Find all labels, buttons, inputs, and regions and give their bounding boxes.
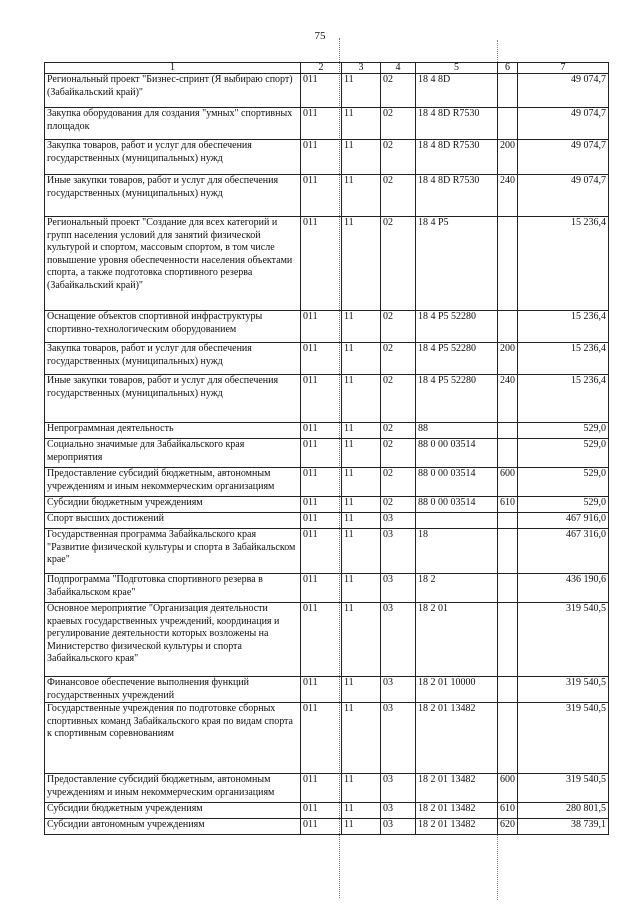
row-code-expense-type bbox=[498, 217, 518, 311]
row-name: Субсидии бюджетным учреждениям bbox=[45, 803, 301, 819]
row-amount: 49 074,7 bbox=[518, 108, 609, 140]
row-code-expense-type: 610 bbox=[498, 497, 518, 513]
row-code-expense-type: 600 bbox=[498, 774, 518, 803]
row-code-section: 11 bbox=[342, 468, 381, 497]
row-code-ministry: 011 bbox=[301, 217, 342, 311]
table-row bbox=[45, 819, 609, 835]
row-code-expense-type bbox=[498, 74, 518, 108]
row-amount: 529,0 bbox=[518, 439, 609, 468]
table-row bbox=[45, 603, 609, 677]
row-code-section: 11 bbox=[342, 774, 381, 803]
row-code-ministry: 011 bbox=[301, 803, 342, 819]
row-code-expense-type bbox=[498, 513, 518, 529]
row-code-target: 18 4 8D R7530 bbox=[416, 108, 498, 140]
row-code-subsection: 03 bbox=[381, 803, 416, 819]
table-row bbox=[45, 423, 609, 439]
row-amount: 319 540,5 bbox=[518, 603, 609, 677]
row-code-section: 11 bbox=[342, 513, 381, 529]
row-code-ministry: 011 bbox=[301, 74, 342, 108]
row-name: Финансовое обеспечение выполнения функций государственных учреждений bbox=[45, 677, 301, 703]
row-code-target: 88 bbox=[416, 423, 498, 439]
row-code-section: 11 bbox=[342, 703, 381, 774]
row-code-expense-type: 240 bbox=[498, 175, 518, 217]
row-code-target: 88 0 00 03514 bbox=[416, 468, 498, 497]
table-row bbox=[45, 677, 609, 703]
row-code-subsection: 02 bbox=[381, 343, 416, 375]
row-code-section: 11 bbox=[342, 803, 381, 819]
row-code-subsection: 03 bbox=[381, 819, 416, 835]
row-code-ministry: 011 bbox=[301, 703, 342, 774]
row-code-ministry: 011 bbox=[301, 375, 342, 423]
row-code-subsection: 02 bbox=[381, 311, 416, 343]
budget-table bbox=[44, 62, 609, 835]
table-row bbox=[45, 703, 609, 774]
row-code-target: 18 4 P5 52280 bbox=[416, 311, 498, 343]
row-code-expense-type: 200 bbox=[498, 140, 518, 175]
row-code-subsection: 03 bbox=[381, 603, 416, 677]
column-header: 7 bbox=[518, 63, 609, 74]
row-code-subsection: 02 bbox=[381, 468, 416, 497]
table-row bbox=[45, 803, 609, 819]
row-code-subsection: 02 bbox=[381, 74, 416, 108]
row-code-target: 18 2 01 13482 bbox=[416, 803, 498, 819]
table-row bbox=[45, 108, 609, 140]
row-name: Закупка оборудования для создания "умных" спортивных площадок bbox=[45, 108, 301, 140]
row-name: Закупка товаров, работ и услуг для обеспечения государственных (муниципальных) нужд bbox=[45, 343, 301, 375]
row-code-subsection: 02 bbox=[381, 439, 416, 468]
row-amount: 280 801,5 bbox=[518, 803, 609, 819]
row-code-section: 11 bbox=[342, 677, 381, 703]
row-code-section: 11 bbox=[342, 108, 381, 140]
table-row bbox=[45, 140, 609, 175]
row-name: Государственные учреждения по подготовке сборных спортивных команд Забайкальского края по видам спорта к спортивным соревнованиям bbox=[45, 703, 301, 774]
column-header: 1 bbox=[45, 63, 301, 74]
row-code-expense-type: 620 bbox=[498, 819, 518, 835]
row-amount: 467 916,0 bbox=[518, 513, 609, 529]
row-code-section: 11 bbox=[342, 574, 381, 603]
row-code-subsection: 02 bbox=[381, 140, 416, 175]
row-code-ministry: 011 bbox=[301, 423, 342, 439]
table-row bbox=[45, 439, 609, 468]
column-header: 4 bbox=[381, 63, 416, 74]
row-code-section: 11 bbox=[342, 603, 381, 677]
row-code-subsection: 02 bbox=[381, 423, 416, 439]
row-code-expense-type bbox=[498, 703, 518, 774]
row-code-subsection: 03 bbox=[381, 774, 416, 803]
column-header: 2 bbox=[301, 63, 342, 74]
row-code-expense-type: 240 bbox=[498, 375, 518, 423]
row-code-section: 11 bbox=[342, 74, 381, 108]
row-code-expense-type bbox=[498, 603, 518, 677]
row-amount: 529,0 bbox=[518, 423, 609, 439]
row-amount: 49 074,7 bbox=[518, 140, 609, 175]
row-code-section: 11 bbox=[342, 217, 381, 311]
row-name: Предоставление субсидий бюджетным, автономным учреждениям и иным некоммерческим организациям bbox=[45, 468, 301, 497]
row-code-section: 11 bbox=[342, 375, 381, 423]
row-code-target: 88 0 00 03514 bbox=[416, 497, 498, 513]
row-code-section: 11 bbox=[342, 497, 381, 513]
row-amount: 467 316,0 bbox=[518, 529, 609, 574]
row-code-target: 18 2 01 13482 bbox=[416, 703, 498, 774]
row-amount: 15 236,4 bbox=[518, 375, 609, 423]
row-code-section: 11 bbox=[342, 529, 381, 574]
row-name: Спорт высших достижений bbox=[45, 513, 301, 529]
row-name: Подпрограмма "Подготовка спортивного резерва в Забайкальском крае" bbox=[45, 574, 301, 603]
row-code-target: 18 4 P5 52280 bbox=[416, 375, 498, 423]
table-row bbox=[45, 375, 609, 423]
row-code-expense-type bbox=[498, 439, 518, 468]
row-code-target: 18 4 P5 bbox=[416, 217, 498, 311]
row-code-target: 18 4 8D R7530 bbox=[416, 175, 498, 217]
row-code-subsection: 03 bbox=[381, 529, 416, 574]
row-code-expense-type: 200 bbox=[498, 343, 518, 375]
row-code-ministry: 011 bbox=[301, 108, 342, 140]
row-code-expense-type: 600 bbox=[498, 468, 518, 497]
row-amount: 436 190,6 bbox=[518, 574, 609, 603]
row-code-target: 18 4 8D bbox=[416, 74, 498, 108]
table-row bbox=[45, 343, 609, 375]
row-code-expense-type bbox=[498, 529, 518, 574]
row-code-expense-type: 610 bbox=[498, 803, 518, 819]
row-code-section: 11 bbox=[342, 423, 381, 439]
row-code-target: 18 4 P5 52280 bbox=[416, 343, 498, 375]
row-code-ministry: 011 bbox=[301, 497, 342, 513]
row-code-subsection: 02 bbox=[381, 497, 416, 513]
table-row bbox=[45, 574, 609, 603]
row-code-section: 11 bbox=[342, 439, 381, 468]
row-code-subsection: 02 bbox=[381, 217, 416, 311]
row-code-target: 18 bbox=[416, 529, 498, 574]
row-name: Субсидии автономным учреждениям bbox=[45, 819, 301, 835]
row-amount: 529,0 bbox=[518, 468, 609, 497]
row-name: Закупка товаров, работ и услуг для обеспечения государственных (муниципальных) нужд bbox=[45, 140, 301, 175]
row-code-ministry: 011 bbox=[301, 468, 342, 497]
table-row bbox=[45, 774, 609, 803]
row-name: Региональный проект "Бизнес-спринт (Я выбираю спорт) (Забайкальский край)" bbox=[45, 74, 301, 108]
row-code-subsection: 03 bbox=[381, 703, 416, 774]
row-code-target bbox=[416, 513, 498, 529]
row-code-ministry: 011 bbox=[301, 439, 342, 468]
row-name: Государственная программа Забайкальского края "Развитие физической культуры и спорта в Забайкальском крае" bbox=[45, 529, 301, 574]
column-header: 5 bbox=[416, 63, 498, 74]
row-code-ministry: 011 bbox=[301, 513, 342, 529]
row-amount: 49 074,7 bbox=[518, 74, 609, 108]
row-code-section: 11 bbox=[342, 175, 381, 217]
row-code-subsection: 02 bbox=[381, 175, 416, 217]
row-amount: 15 236,4 bbox=[518, 311, 609, 343]
row-name: Иные закупки товаров, работ и услуг для обеспечения государственных (муниципальных) нужд bbox=[45, 375, 301, 423]
row-code-ministry: 011 bbox=[301, 140, 342, 175]
row-code-target: 18 2 bbox=[416, 574, 498, 603]
row-name: Предоставление субсидий бюджетным, автономным учреждениям и иным некоммерческим организациям bbox=[45, 774, 301, 803]
row-code-ministry: 011 bbox=[301, 311, 342, 343]
row-code-subsection: 03 bbox=[381, 677, 416, 703]
row-amount: 319 540,5 bbox=[518, 677, 609, 703]
row-code-section: 11 bbox=[342, 311, 381, 343]
row-name: Иные закупки товаров, работ и услуг для обеспечения государственных (муниципальных) нужд bbox=[45, 175, 301, 217]
row-name: Субсидии бюджетным учреждениям bbox=[45, 497, 301, 513]
row-name: Оснащение объектов спортивной инфраструктуры спортивно-технологическим оборудованием bbox=[45, 311, 301, 343]
row-code-ministry: 011 bbox=[301, 175, 342, 217]
row-code-expense-type bbox=[498, 311, 518, 343]
table-row bbox=[45, 311, 609, 343]
row-code-expense-type bbox=[498, 108, 518, 140]
table-row bbox=[45, 529, 609, 574]
row-code-target: 18 2 01 13482 bbox=[416, 774, 498, 803]
row-code-ministry: 011 bbox=[301, 603, 342, 677]
table-row bbox=[45, 497, 609, 513]
table-header-row bbox=[45, 63, 609, 74]
row-name: Социально значимые для Забайкальского края мероприятия bbox=[45, 439, 301, 468]
row-code-target: 88 0 00 03514 bbox=[416, 439, 498, 468]
row-code-target: 18 2 01 13482 bbox=[416, 819, 498, 835]
row-code-ministry: 011 bbox=[301, 529, 342, 574]
row-amount: 319 540,5 bbox=[518, 703, 609, 774]
row-code-subsection: 03 bbox=[381, 574, 416, 603]
row-code-section: 11 bbox=[342, 140, 381, 175]
row-code-expense-type bbox=[498, 423, 518, 439]
row-name: Основное мероприятие "Организация деятельности краевых государственных учреждений, координация и регулирование деятельности которых возложены на Министерство физической культуры и спорта Забайкальского края" bbox=[45, 603, 301, 677]
row-amount: 15 236,4 bbox=[518, 343, 609, 375]
table-row bbox=[45, 175, 609, 217]
row-code-expense-type bbox=[498, 574, 518, 603]
row-code-ministry: 011 bbox=[301, 819, 342, 835]
row-amount: 49 074,7 bbox=[518, 175, 609, 217]
table-row bbox=[45, 468, 609, 497]
row-code-ministry: 011 bbox=[301, 343, 342, 375]
row-code-ministry: 011 bbox=[301, 574, 342, 603]
row-amount: 529,0 bbox=[518, 497, 609, 513]
row-amount: 319 540,5 bbox=[518, 774, 609, 803]
row-code-ministry: 011 bbox=[301, 677, 342, 703]
row-code-target: 18 4 8D R7530 bbox=[416, 140, 498, 175]
table-row bbox=[45, 217, 609, 311]
row-code-ministry: 011 bbox=[301, 774, 342, 803]
row-code-subsection: 02 bbox=[381, 375, 416, 423]
row-code-section: 11 bbox=[342, 819, 381, 835]
page-number: 75 bbox=[314, 30, 326, 42]
row-code-target: 18 2 01 bbox=[416, 603, 498, 677]
column-header: 6 bbox=[498, 63, 518, 74]
column-header: 3 bbox=[342, 63, 381, 74]
table-row bbox=[45, 513, 609, 529]
row-code-expense-type bbox=[498, 677, 518, 703]
row-code-subsection: 03 bbox=[381, 513, 416, 529]
row-code-section: 11 bbox=[342, 343, 381, 375]
row-name: Непрограммная деятельность bbox=[45, 423, 301, 439]
table-row bbox=[45, 74, 609, 108]
row-code-subsection: 02 bbox=[381, 108, 416, 140]
row-amount: 38 739,1 bbox=[518, 819, 609, 835]
row-code-target: 18 2 01 10000 bbox=[416, 677, 498, 703]
row-name: Региональный проект "Создание для всех категорий и групп населения условий для занятий физической культурой и спортом, массовым спортом, в том числе повышение уровня обеспеченности населения объектами спорта, а также подготовка спортивного резерва (Забайкальский край)" bbox=[45, 217, 301, 311]
row-amount: 15 236,4 bbox=[518, 217, 609, 311]
